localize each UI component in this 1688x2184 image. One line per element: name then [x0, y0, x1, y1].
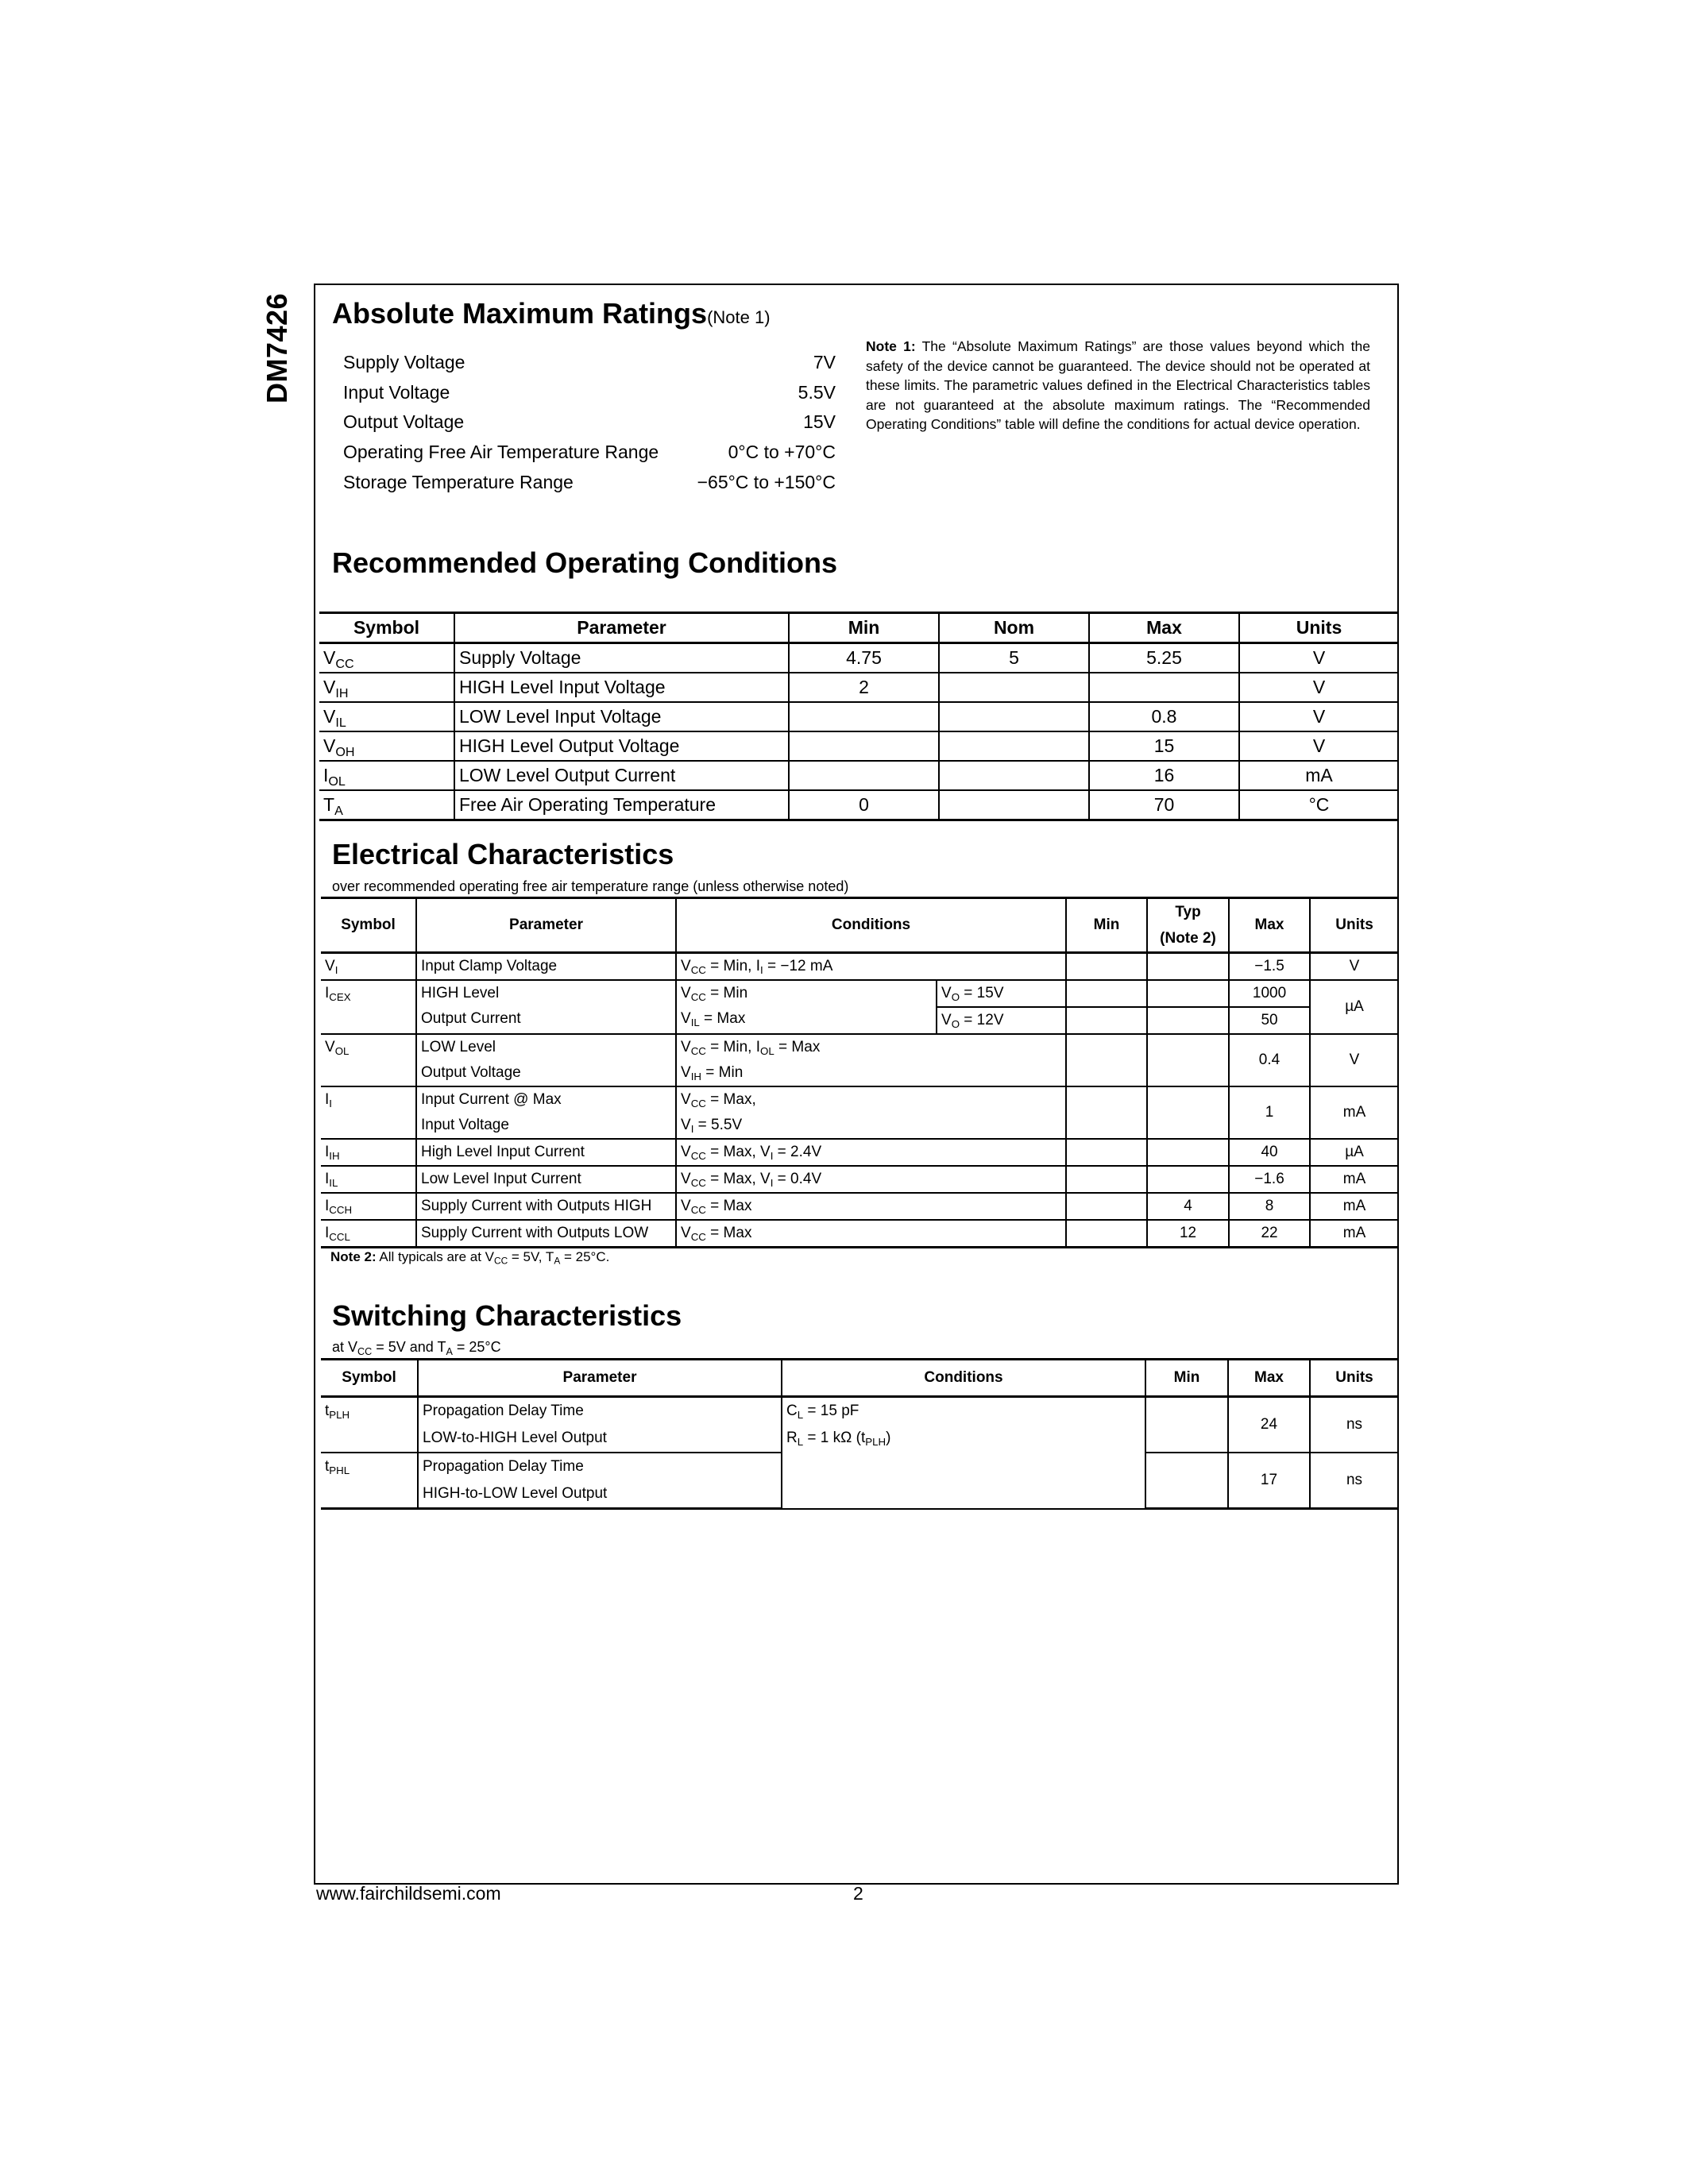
col-header: Parameter [454, 613, 789, 643]
min-cell [1066, 1166, 1147, 1193]
units-cell: V [1239, 731, 1398, 761]
typ-cell [1147, 1139, 1229, 1166]
amr-row: Input Voltage 5.5V [343, 382, 836, 403]
ec-subtitle: over recommended operating free air temperature range (unless otherwise noted) [332, 878, 849, 894]
min-cell [1066, 953, 1147, 981]
conditions-cell: $V_{CC}$ = Min $V_{IL}$ = Max [676, 980, 937, 1034]
parameter-cell: LOW Level Output Voltage [416, 1034, 676, 1086]
max-cell: −1.6 [1229, 1166, 1310, 1193]
symbol-cell: $V_{OL}$ [321, 1034, 416, 1086]
units-cell: mA [1239, 761, 1398, 790]
symbol-cell: $I_{CCH}$ [321, 1193, 416, 1220]
min-cell: 2 [789, 673, 939, 702]
part-number-label: DM7426 [261, 292, 293, 403]
nom-cell [939, 731, 1089, 761]
sw-heading: Switching Characteristics [332, 1299, 682, 1332]
min-cell [789, 731, 939, 761]
parameter-cell: LOW Level Output Current [454, 761, 789, 790]
parameter-cell: Low Level Input Current [416, 1166, 676, 1193]
typ-cell [1147, 1034, 1229, 1086]
units-cell: °C [1239, 790, 1398, 820]
col-header: Conditions [782, 1360, 1145, 1397]
max-cell: 40 [1229, 1139, 1310, 1166]
parameter-cell: Input Clamp Voltage [416, 953, 676, 981]
conditions-cell: $V_{CC}$ = Max, $V_I = 5.5V$ [676, 1086, 1066, 1139]
symbol-cell: $V_I$ [321, 953, 416, 981]
col-header: Symbol [321, 898, 416, 953]
nom-cell: 5 [939, 643, 1089, 673]
units-cell: µA [1310, 980, 1398, 1034]
col-header: Parameter [416, 898, 676, 953]
table-row [319, 673, 1398, 702]
min-cell [1066, 1193, 1147, 1220]
col-header: Min [1066, 898, 1147, 953]
conditions-cell: $V_{CC}$ = Min, $I_I = -12$ mA [676, 953, 1066, 981]
typ-cell [1147, 1166, 1229, 1193]
parameter-cell: High Level Input Current [416, 1139, 676, 1166]
amr-row: Operating Free Air Temperature Range 0°C to +70°C [343, 442, 836, 462]
conditions-cell: $V_{CC}$ = Min, $I_{OL}$ = Max $V_{IH}$ = Min [676, 1034, 1066, 1086]
min-cell [1066, 1139, 1147, 1166]
table-header-row [319, 613, 1398, 643]
col-header: Max [1228, 1360, 1310, 1397]
units-cell: V [1310, 953, 1398, 981]
table-row [319, 702, 1398, 731]
col-header: Conditions [676, 898, 1066, 953]
amr-row: Output Voltage 15V [343, 411, 836, 432]
table-header-row [321, 1360, 1398, 1397]
parameter-cell: HIGH Level Output Current [416, 980, 676, 1034]
note-2: Note 2: All typicals are at $V_{CC} = 5V$, $T_A = 25^\circ C$. [330, 1249, 610, 1267]
symbol-cell: $I_{IH}$ [321, 1139, 416, 1166]
col-header: Units [1310, 1360, 1398, 1397]
units-cell: V [1239, 673, 1398, 702]
roc-table [319, 612, 1398, 821]
parameter-cell: HIGH Level Input Voltage [454, 673, 789, 702]
conditions-cell: $V_{CC}$ = Max [676, 1193, 1066, 1220]
ec-table [321, 897, 1398, 1248]
units-cell: V [1239, 643, 1398, 673]
nom-cell [939, 761, 1089, 790]
col-header: Symbol [321, 1360, 418, 1397]
max-cell: 0.4 [1229, 1034, 1310, 1086]
max-cell: 8 [1229, 1193, 1310, 1220]
min-cell [789, 702, 939, 731]
typ-cell [1147, 1007, 1229, 1034]
symbol-cell: $t_{PHL}$ [321, 1453, 418, 1509]
typ-cell [1147, 980, 1229, 1007]
max-cell: 0.8 [1089, 702, 1239, 731]
max-cell: 15 [1089, 731, 1239, 761]
nom-cell [939, 702, 1089, 731]
symbol-cell: $I_{OL}$ [319, 761, 454, 790]
conditions-cell: $V_O = 12V$ [937, 1007, 1066, 1034]
min-cell [1066, 1086, 1147, 1139]
symbol-cell: $V_{IL}$ [319, 702, 454, 731]
symbol-cell: $I_{IL}$ [321, 1166, 416, 1193]
col-header: Min [789, 613, 939, 643]
table-header-row [321, 898, 1398, 953]
max-cell: 5.25 [1089, 643, 1239, 673]
typ-cell: 12 [1147, 1220, 1229, 1248]
col-header: Max [1089, 613, 1239, 643]
max-cell [1089, 673, 1239, 702]
max-cell: 1 [1229, 1086, 1310, 1139]
min-cell [1066, 1034, 1147, 1086]
max-cell: 70 [1089, 790, 1239, 820]
min-cell [1145, 1453, 1228, 1509]
col-header: Parameter [418, 1360, 782, 1397]
parameter-cell: Free Air Operating Temperature [454, 790, 789, 820]
table-row [321, 1086, 1398, 1139]
typ-cell [1147, 1086, 1229, 1139]
parameter-cell: LOW Level Input Voltage [454, 702, 789, 731]
min-cell [1066, 1007, 1147, 1034]
symbol-cell: $V_{IH}$ [319, 673, 454, 702]
table-row [319, 761, 1398, 790]
sw-table [321, 1358, 1398, 1510]
nom-cell [939, 673, 1089, 702]
min-cell [1145, 1397, 1228, 1453]
col-header: Symbol [319, 613, 454, 643]
table-row [321, 1397, 1398, 1453]
max-cell: 17 [1228, 1453, 1310, 1509]
parameter-cell: Input Current @ Max Input Voltage [416, 1086, 676, 1139]
conditions-cell: $V_O = 15V$ [937, 980, 1066, 1007]
parameter-cell: Propagation Delay Time LOW-to-HIGH Level Output [418, 1397, 782, 1453]
note-1: Note 1: The “Absolute Maximum Ratings” are those values beyond which the safety of the device cannot be guaranteed. The device should not be operated at these limits. The parametric values defined in the Electrical Characteristics tables are not guaranteed at the absolute maximum ratings. The “Recommended Operating Conditions” table will define the conditions for actual device operation. [866, 338, 1370, 432]
max-cell: 16 [1089, 761, 1239, 790]
table-row [321, 1220, 1398, 1248]
parameter-cell: Supply Current with Outputs LOW [416, 1220, 676, 1248]
col-header: Typ (Note 2) [1147, 898, 1229, 953]
col-header: Units [1310, 898, 1398, 953]
footer-url[interactable]: www.fairchildsemi.com [316, 1883, 501, 1904]
units-cell: µA [1310, 1139, 1398, 1166]
typ-cell [1147, 953, 1229, 981]
table-row [321, 1034, 1398, 1086]
page-number: 2 [853, 1883, 863, 1904]
max-cell: −1.5 [1229, 953, 1310, 981]
col-header: Nom [939, 613, 1089, 643]
symbol-cell: $V_{OH}$ [319, 731, 454, 761]
symbol-cell: $T_A$ [319, 790, 454, 820]
max-cell: 24 [1228, 1397, 1310, 1453]
col-header: Min [1145, 1360, 1228, 1397]
col-header: Max [1229, 898, 1310, 953]
units-cell: mA [1310, 1086, 1398, 1139]
units-cell: ns [1310, 1453, 1398, 1509]
ec-heading: Electrical Characteristics [332, 838, 674, 870]
table-row [321, 1139, 1398, 1166]
units-cell: mA [1310, 1166, 1398, 1193]
symbol-cell: $V_{CC}$ [319, 643, 454, 673]
units-cell: ns [1310, 1397, 1398, 1453]
roc-heading: Recommended Operating Conditions [332, 546, 838, 579]
max-cell: 22 [1229, 1220, 1310, 1248]
units-cell: mA [1310, 1193, 1398, 1220]
symbol-cell: $I_I$ [321, 1086, 416, 1139]
min-cell [1066, 980, 1147, 1007]
conditions-cell: $C_L = 15$ pF $R_L = 1$ kΩ $(t_{PLH})$ [782, 1397, 1145, 1509]
conditions-cell: $V_{CC}$ = Max, $V_I = 0.4V$ [676, 1166, 1066, 1193]
parameter-cell: Supply Current with Outputs HIGH [416, 1193, 676, 1220]
symbol-cell: $I_{CEX}$ [321, 980, 416, 1034]
typ-cell: 4 [1147, 1193, 1229, 1220]
conditions-cell: $V_{CC}$ = Max, $V_I = 2.4V$ [676, 1139, 1066, 1166]
col-header: Units [1239, 613, 1398, 643]
conditions-cell: $V_{CC}$ = Max [676, 1220, 1066, 1248]
max-cell: 50 [1229, 1007, 1310, 1034]
table-row [321, 980, 1398, 1007]
units-cell: V [1239, 702, 1398, 731]
units-cell: V [1310, 1034, 1398, 1086]
parameter-cell: HIGH Level Output Voltage [454, 731, 789, 761]
table-row [319, 790, 1398, 820]
min-cell: 0 [789, 790, 939, 820]
table-row [321, 953, 1398, 981]
units-cell: mA [1310, 1220, 1398, 1248]
nom-cell [939, 790, 1089, 820]
parameter-cell: Supply Voltage [454, 643, 789, 673]
min-cell [1066, 1220, 1147, 1248]
table-row [321, 1193, 1398, 1220]
min-cell: 4.75 [789, 643, 939, 673]
table-row [319, 643, 1398, 673]
max-cell: 1000 [1229, 980, 1310, 1007]
symbol-cell: $I_{CCL}$ [321, 1220, 416, 1248]
symbol-cell: $t_{PLH}$ [321, 1397, 418, 1453]
amr-row: Supply Voltage 7V [343, 352, 836, 372]
min-cell [789, 761, 939, 790]
table-row [321, 1166, 1398, 1193]
parameter-cell: Propagation Delay Time HIGH-to-LOW Level Output [418, 1453, 782, 1509]
amr-heading: Absolute Maximum Ratings(Note 1) [332, 297, 771, 330]
amr-row: Storage Temperature Range −65°C to +150°C [343, 472, 836, 492]
sw-subtitle: at $V_{CC} = 5V$ and $T_A = 25^\circ C$ [332, 1339, 501, 1357]
table-row [319, 731, 1398, 761]
